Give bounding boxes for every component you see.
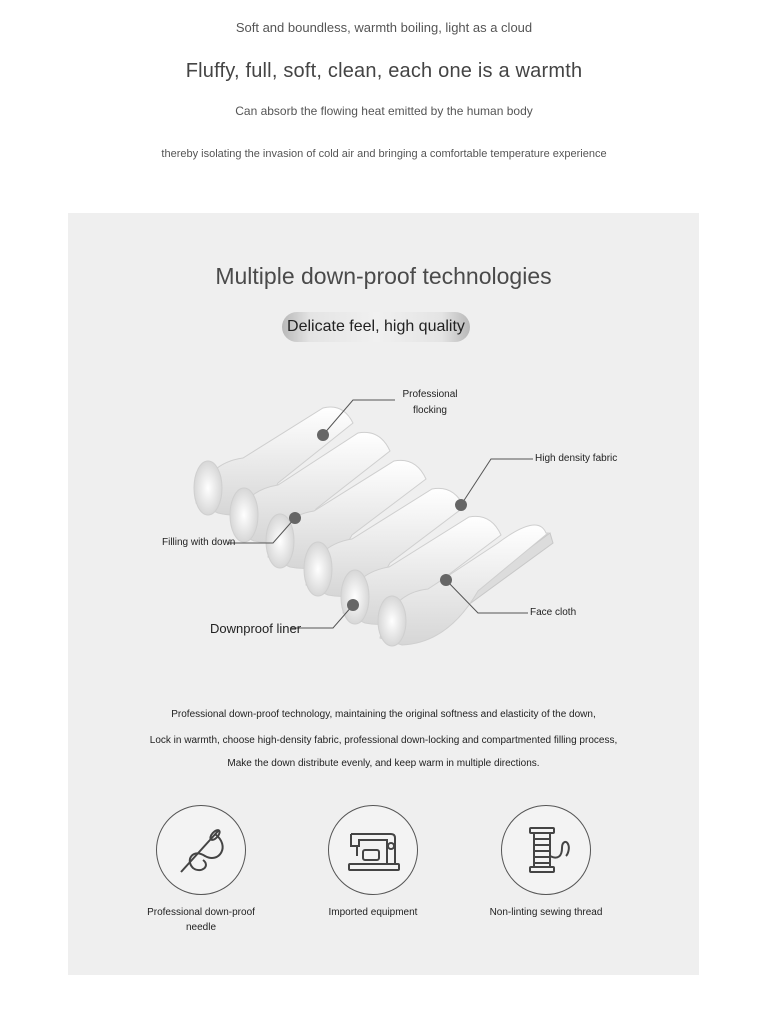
label-professional-flocking: Professional flocking	[402, 389, 458, 416]
feature-needle	[131, 805, 271, 935]
label-downproof-liner: Downproof liner	[210, 621, 302, 636]
quality-badge: Delicate feel, high quality	[282, 312, 470, 342]
feature-equipment	[303, 805, 443, 920]
feature-thread	[476, 805, 616, 920]
technology-panel	[68, 213, 699, 975]
label-filling-with-down: Filling with down	[162, 537, 236, 548]
description-line-1: Professional down-proof technology, maintaining the original softness and elasticity of the down,	[171, 709, 596, 720]
feature-label-equipment: Imported equipment	[328, 907, 418, 918]
needle-thread-icon	[156, 805, 246, 895]
intro-headline: Fluffy, full, soft, clean, each one is a warmth	[185, 60, 583, 82]
intro-line-3: Can absorb the flowing heat emitted by the human body	[235, 104, 533, 118]
section-title: Multiple down-proof technologies	[215, 263, 552, 289]
label-high-density-fabric: High density fabric	[535, 453, 618, 464]
feature-label-thread: Non-linting sewing thread	[489, 907, 603, 918]
quilted-tubes	[194, 407, 548, 646]
thread-spool-icon	[501, 805, 591, 895]
label-face-cloth: Face cloth	[530, 607, 577, 618]
intro-line-4: thereby isolating the invasion of cold air and bringing a comfortable temperature experience	[161, 148, 607, 160]
sewing-machine-icon	[328, 805, 418, 895]
description-line-2: Lock in warmth, choose high-density fabric, professional down-locking and compartmented filling process,	[149, 735, 618, 746]
description-line-3: Make the down distribute evenly, and keep warm in multiple directions.	[227, 758, 540, 769]
intro-section	[0, 0, 768, 200]
intro-line-1: Soft and boundless, warmth boiling, light as a cloud	[235, 20, 533, 35]
feature-label-needle: Professional down-proof needle	[147, 907, 255, 933]
